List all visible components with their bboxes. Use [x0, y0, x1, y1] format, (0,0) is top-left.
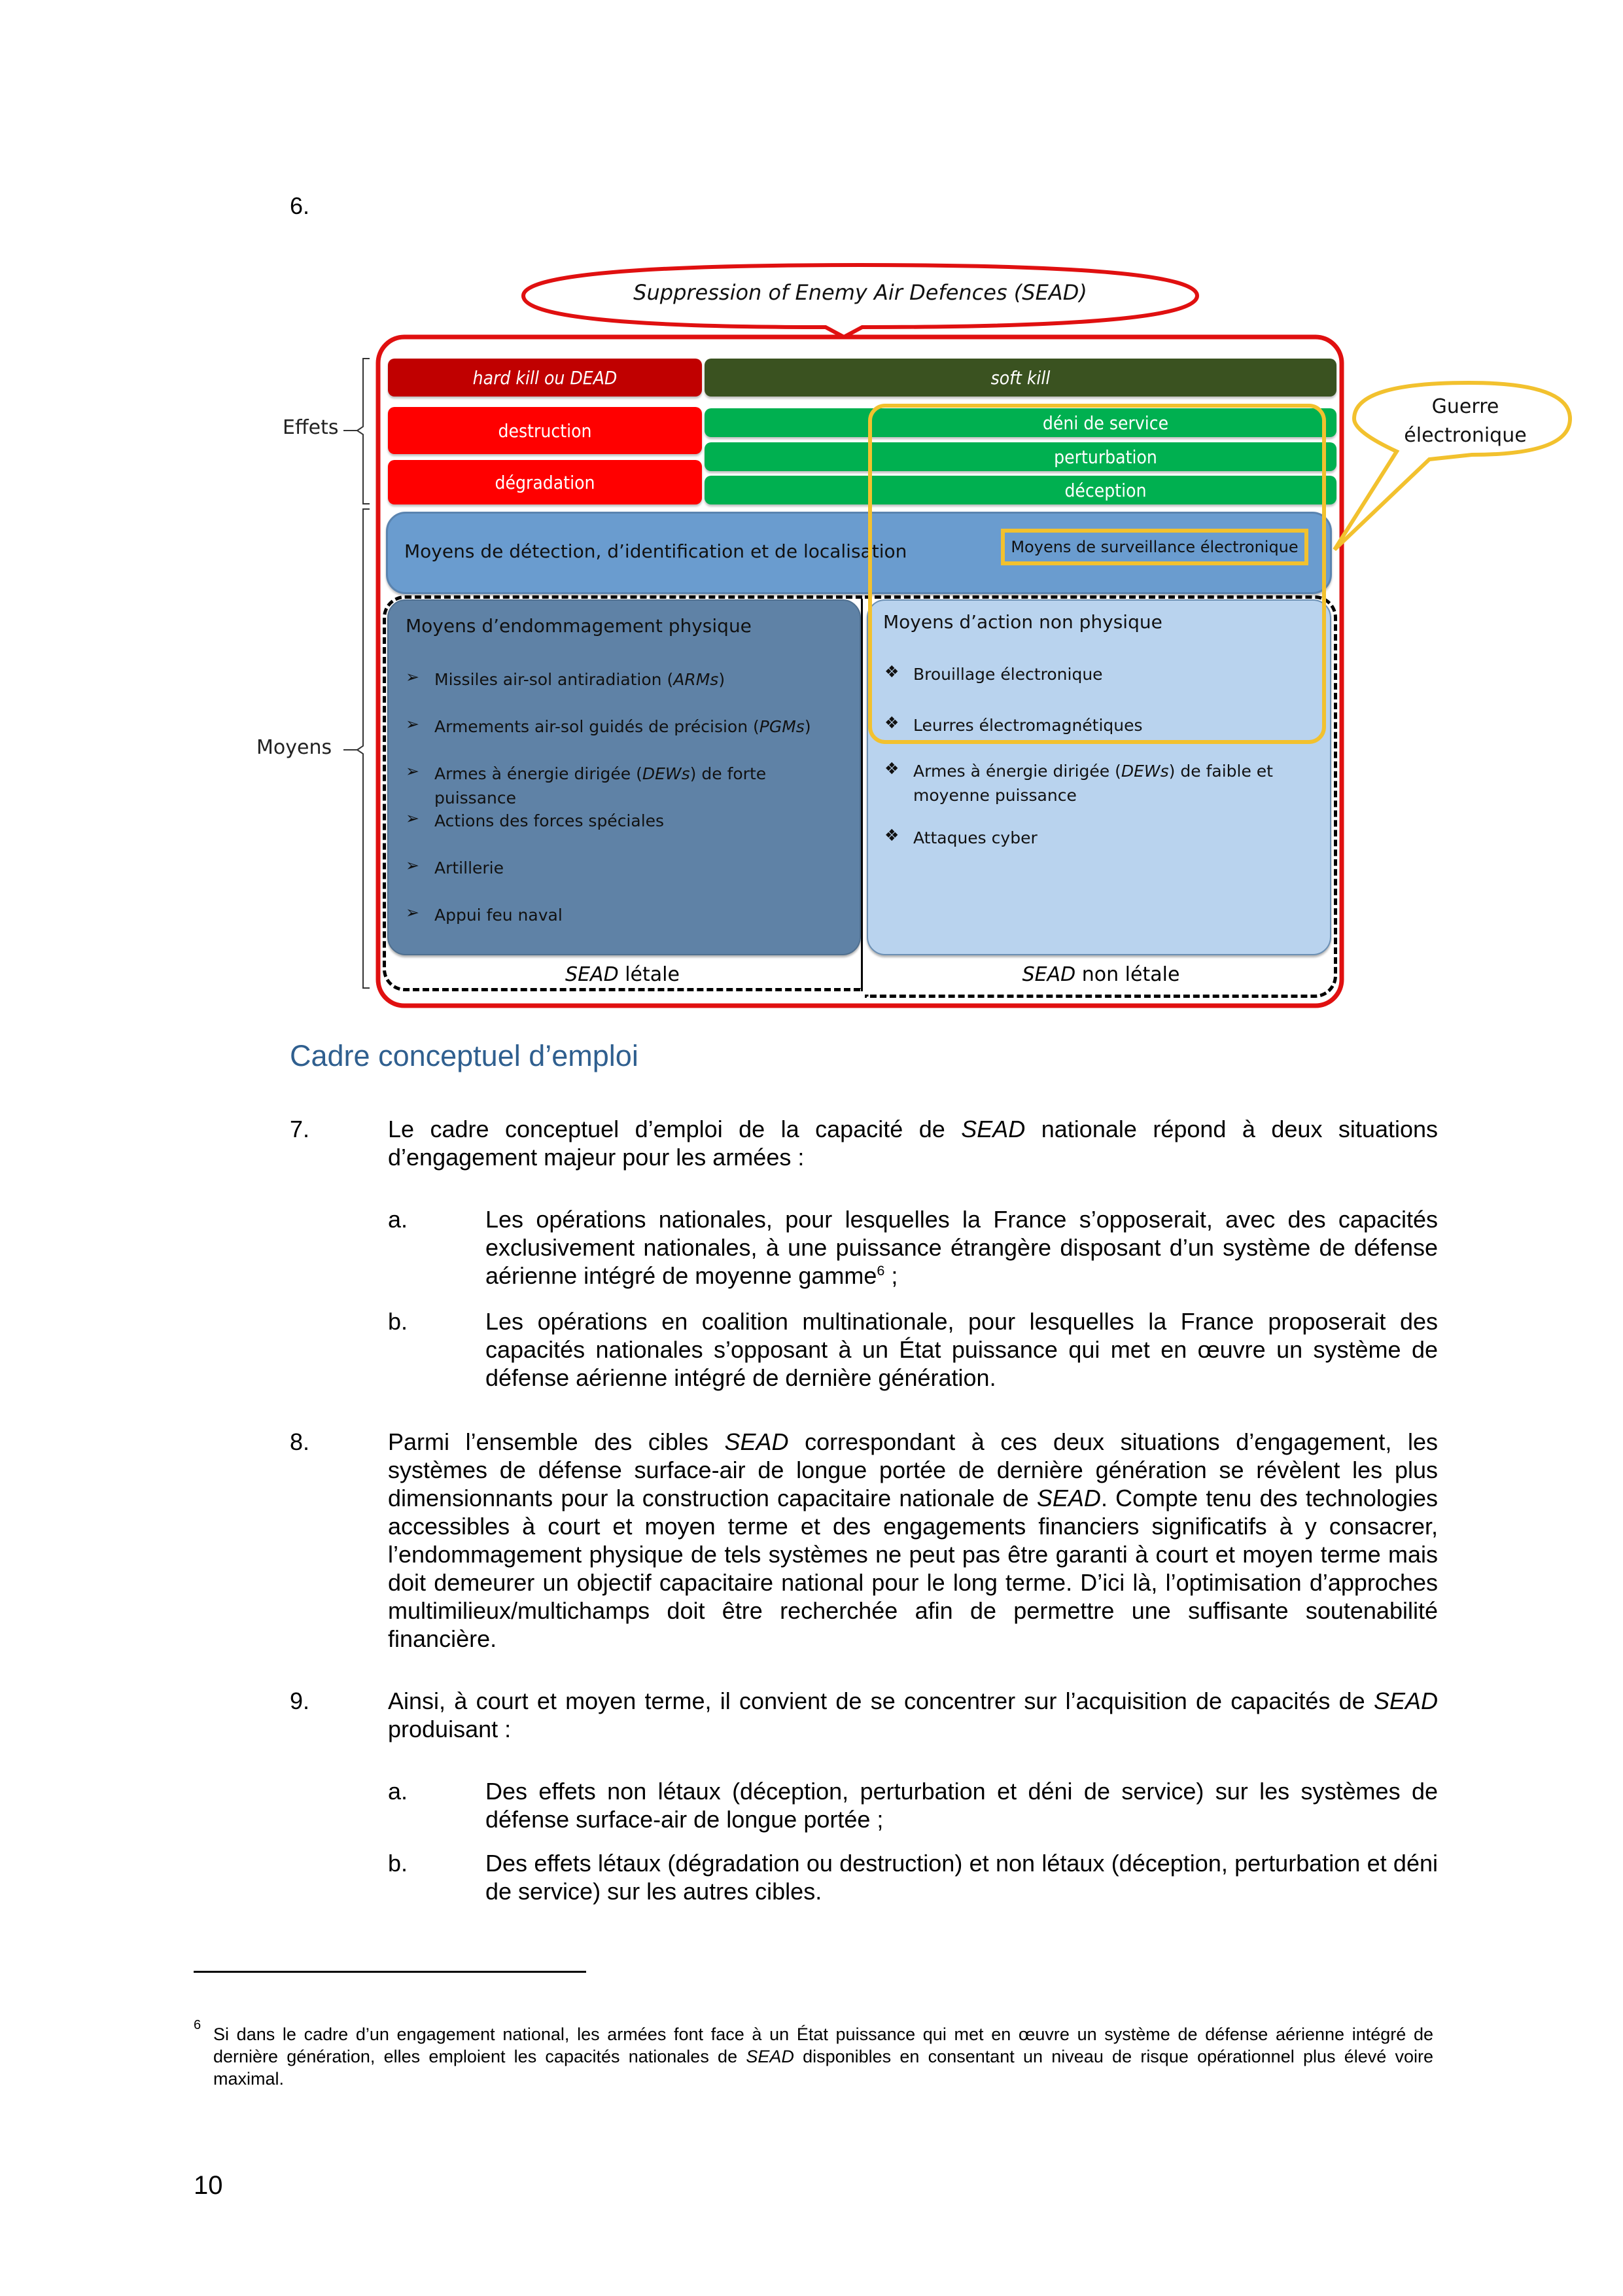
text-run: . Compte tenu des technologies accessibles à court et moyen terme et des engagements financiers significatifs à y consacrer, l’endommagement physique de tels systèmes ne peut pas être garanti à court et moyen terme mais doit demeurer un objectif capacitaire national pour le long terme. D’ici là, l’optimisation d’approches multimilieux/multichamps doit être recherchée afin de permettre une suffisante soutenabilité financière.	[388, 1485, 1438, 1652]
sub-item-letter: b.	[388, 1850, 408, 1877]
sead-diagram	[0, 0, 1623, 1021]
sub-item-text	[485, 1205, 1438, 1290]
item-text-tail: )	[804, 717, 811, 736]
sead-letale-label	[383, 963, 862, 986]
guerre-electronique-label	[1370, 393, 1560, 450]
paragraph-text	[388, 1115, 1438, 1171]
list-item-text	[434, 762, 850, 810]
sub-item-letter: b.	[388, 1308, 408, 1335]
moyens-label: Moyens	[256, 736, 332, 759]
surveillance-box: Moyens de surveillance électronique	[1001, 529, 1308, 565]
sead-non-letale-label	[865, 963, 1337, 986]
sub-item-text	[485, 1777, 1438, 1833]
item-text: Missiles air-sol antiradiation (	[434, 670, 674, 689]
effect-perturbation: perturbation	[705, 442, 1336, 471]
effect-destruction: destruction	[388, 407, 702, 454]
sead-non-letale-text: non létale	[1075, 963, 1180, 986]
sub-item-body: Des effets non létaux (déception, perturbation et déni de service) sur les systèmes de défense surface-air de longue portée ;	[485, 1778, 1438, 1833]
list-item-text	[434, 667, 725, 692]
text-run: correspondant à ces deux situations d’engagement, les systèmes de défense surface-air de longue portée de dernière génération se révèlent les plus dimensionnants pour la construction capacitaire nationale de	[388, 1428, 1439, 1511]
arrow-bullet-icon: ➢	[406, 715, 419, 733]
text-run: Le cadre conceptuel d’emploi de la capacité de	[388, 1116, 962, 1142]
effets-label: Effets	[283, 416, 339, 439]
paragraph-number: 9.	[290, 1687, 310, 1714]
sead-term: SEAD	[1373, 1687, 1438, 1714]
arrow-bullet-icon: ➢	[406, 809, 419, 828]
footnote	[194, 2018, 1433, 2090]
text-run: Ainsi, à court et moyen terme, il convient de se concentrer sur l’acquisition de capacités de	[388, 1687, 1374, 1714]
list-item-text	[434, 715, 811, 739]
item-text: Armes à énergie dirigée (	[434, 764, 642, 783]
list-item	[406, 715, 850, 739]
text-run: nationale répond à deux situations d’engagement majeur pour les armées :	[388, 1116, 1439, 1171]
list-item-text	[434, 903, 563, 927]
list-item	[884, 826, 1303, 850]
effect-degradation: dégradation	[388, 460, 702, 504]
item-text: Attaques cyber	[913, 828, 1038, 847]
item-abbrev: DEWs	[1121, 762, 1169, 781]
paragraph-number-6: 6.	[290, 192, 310, 219]
sub-item-body: Des effets létaux (dégradation ou destruction) et non létaux (déception, perturbation et déni de service) sur les autres cibles.	[485, 1850, 1438, 1905]
sub-item-text	[485, 1307, 1438, 1392]
item-text: Armes à énergie dirigée (	[913, 762, 1121, 781]
footnote-separator	[194, 1971, 586, 1973]
text-run: produisant :	[388, 1716, 512, 1742]
arrow-bullet-icon: ➢	[406, 903, 419, 922]
diamond-bullet-icon: ❖	[884, 713, 899, 732]
lethal-nonlethal-divider	[861, 599, 863, 991]
arrow-bullet-icon: ➢	[406, 762, 419, 781]
list-item	[406, 856, 850, 880]
list-item	[884, 759, 1303, 807]
list-item-text	[913, 759, 1303, 807]
nonphysical-panel-title: Moyens d’action non physique	[883, 611, 1162, 633]
sub-item-body: Les opérations nationales, pour lesquelles la France s’opposerait, avec des capacités exclusivement nationales, à une puissance étrangère disposant d’un système de défense aérienne intégré de moyenne gamme	[485, 1206, 1438, 1289]
paragraph-number: 7.	[290, 1116, 310, 1142]
footnote-text-part2: disponibles en consentant un niveau de risque opérationnel plus élevé voire maximal.	[213, 2047, 1433, 2089]
diagram-title: Suppression of Enemy Air Defences (SEAD)	[633, 280, 1087, 305]
list-item-text	[434, 856, 504, 880]
sead-letale-text: létale	[618, 963, 680, 986]
sead-letale-italic: SEAD	[565, 963, 619, 986]
sead-term: SEAD	[1036, 1485, 1101, 1511]
list-item-text	[434, 809, 664, 833]
page-number: 10	[194, 2171, 223, 2200]
text-run: Parmi l’ensemble des cibles	[388, 1428, 725, 1455]
item-text: Artillerie	[434, 858, 504, 877]
item-text: Appui feu naval	[434, 906, 563, 925]
list-item	[406, 667, 850, 692]
moyens-brace	[357, 509, 370, 988]
item-text: Leurres électromagnétiques	[913, 716, 1143, 735]
item-abbrev: PGMs	[759, 717, 805, 736]
sub-item-text	[485, 1849, 1438, 1905]
sead-term: SEAD	[961, 1116, 1026, 1142]
diamond-bullet-icon: ❖	[884, 759, 899, 778]
item-abbrev: ARMs	[673, 670, 719, 689]
arrow-bullet-icon: ➢	[406, 856, 419, 875]
paragraph-text	[388, 1428, 1438, 1653]
list-item-text	[913, 826, 1038, 850]
item-text-tail: ) de faible et moyenne puissance	[913, 762, 1273, 805]
soft-kill-bar: soft kill	[705, 359, 1336, 397]
sub-item-body: Les opérations en coalition multinationale, pour lesquelles la France proposerait des capacités nationales s’opposant à un État puissance qui met en œuvre un système de défense aérienne intégré de dernière génération.	[485, 1308, 1438, 1391]
item-text-tail: ) de forte puissance	[434, 764, 767, 807]
footnote-reference[interactable]: 6	[877, 1262, 885, 1279]
item-text: Actions des forces spéciales	[434, 811, 665, 830]
footnote-mark: 6	[194, 2018, 201, 2032]
list-item	[406, 809, 850, 833]
guerre-electronique-line2: électronique	[1404, 424, 1527, 447]
effets-brace	[357, 359, 370, 504]
list-item	[406, 903, 850, 927]
sead-term: SEAD	[724, 1428, 789, 1455]
item-text: Armements air-sol guidés de précision (	[434, 717, 759, 736]
item-text-tail: )	[718, 670, 725, 689]
sub-item-letter: a.	[388, 1206, 408, 1233]
sub-item-letter: a.	[388, 1778, 408, 1805]
paragraph-text	[388, 1687, 1438, 1743]
diamond-bullet-icon: ❖	[884, 826, 899, 845]
effect-deni-de-service: déni de service	[705, 408, 1336, 437]
paragraph-number: 8.	[290, 1428, 310, 1455]
physical-panel-title: Moyens d’endommagement physique	[406, 615, 752, 637]
footnote-text-sead: SEAD	[746, 2047, 794, 2066]
hard-kill-bar: hard kill ou DEAD	[388, 359, 702, 397]
sub-item-tail: ;	[884, 1262, 898, 1289]
footnote-text-part1: Si dans le cadre d’un engagement national, les armées font face à un État puissance qui met en œuvre un système de défense aérienne intégré de dernière génération, elles emploient les capacités nationales de	[213, 2024, 1433, 2066]
diamond-bullet-icon: ❖	[884, 662, 899, 681]
detection-label: Moyens de détection, d’identification et de localisation	[404, 540, 907, 562]
effect-deception: déception	[705, 476, 1336, 504]
item-abbrev: DEWs	[642, 764, 690, 783]
sead-non-letale-italic: SEAD	[1022, 963, 1076, 986]
arrow-bullet-icon: ➢	[406, 667, 419, 686]
guerre-electronique-line1: Guerre	[1431, 395, 1499, 418]
footnote-text	[213, 2023, 1433, 2090]
item-text: Brouillage électronique	[913, 665, 1103, 684]
section-heading: Cadre conceptuel d’emploi	[290, 1039, 638, 1072]
electronic-warfare-outline	[868, 404, 1326, 744]
list-item	[406, 762, 850, 810]
